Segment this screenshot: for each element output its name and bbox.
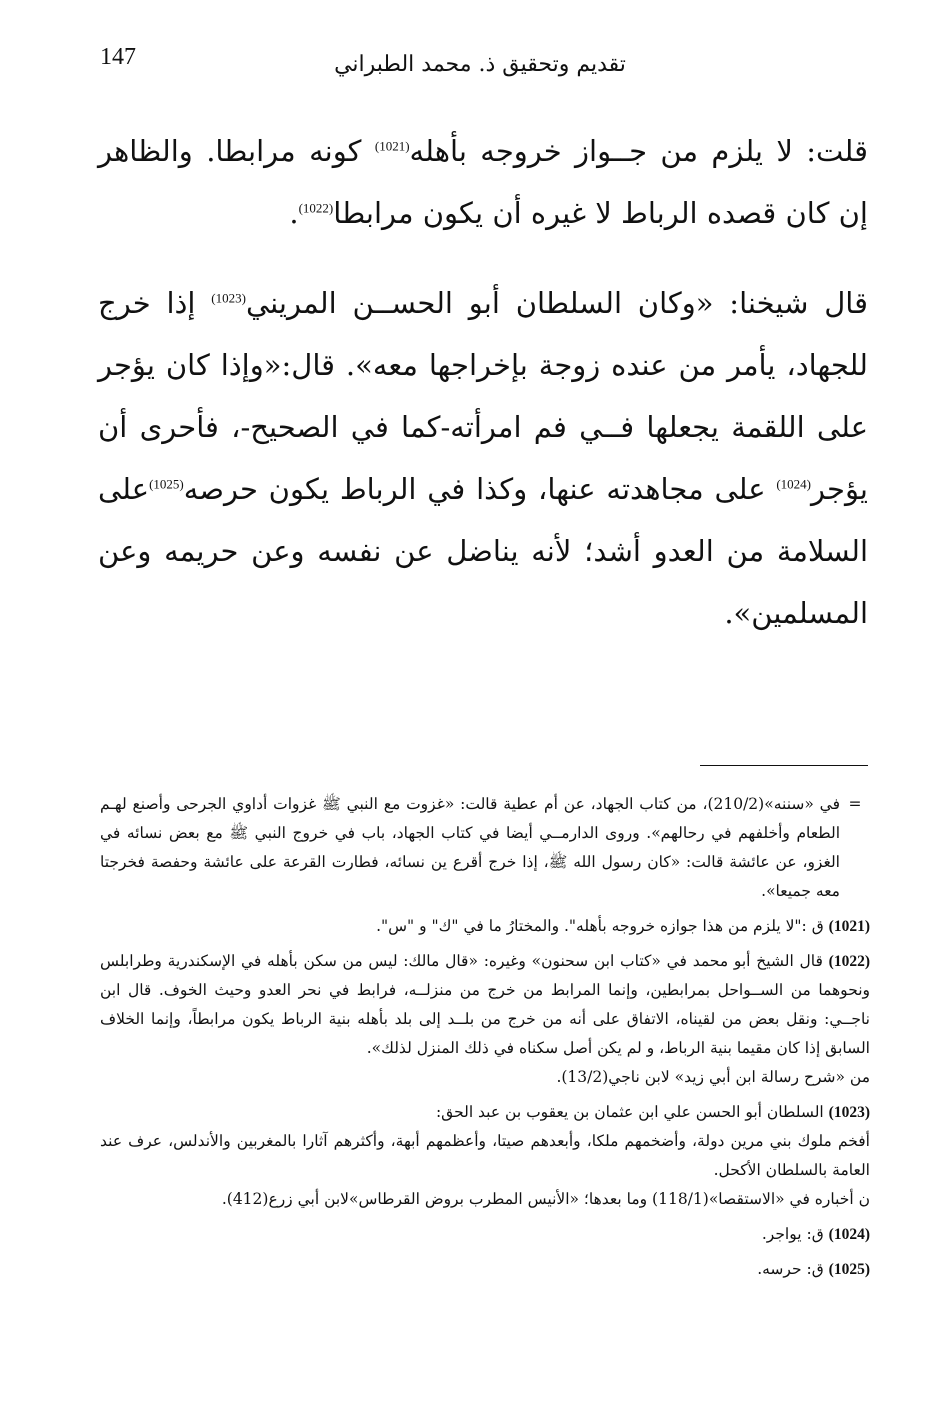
footnote-1025 [100,1255,870,1284]
footnote-text: ق :"لا يلزم من هذا جوازه خروجه بأهله". والمختارُ ما في "ك" و "س". [376,917,829,935]
footnote-ref-1025[interactable]: (1025) [149,476,184,492]
footnote-1022 [100,947,870,1092]
footnote-1021 [100,912,870,941]
footnote-number: (1021) [828,918,870,935]
paragraph-1-text-a: قلت: لا يلزم من جــواز خروجه بأهله [409,134,868,168]
continuation-marker: = [848,795,862,813]
footnote-ref-1021[interactable]: (1021) [374,138,410,154]
footnote-source: من «شرح رسالة ابن أبي زيد» لابن ناجي(13/2). [556,1068,870,1086]
footnote-1023 [100,1098,870,1214]
paragraph-2-text-b: إذا خرج للجهاد، يأمر من عنده زوجة بإخراجها معه». قال:«وإذا كان يؤجر على اللقمة يجعلها فــي فم امرأته-كما في الصحيح-، فأحرى أن يؤجر [98,286,868,506]
footnote-ref-1024[interactable]: (1024) [776,476,812,492]
paragraph-2 [98,272,868,644]
page-number: 147 [100,44,136,70]
footnote-continued-text: في «سننه»(210/2)، من كتاب الجهاد، عن أم عطية قالت: «غزوت مع النبي ﷺ غزوات أداوي الجرحى وأصنع لهـم الطعام وأخلفهم في رحالهم». وروى الدارمــي أيضا في كتاب الجهاد، باب في خروج النبي ﷺ مع بعض نسائه في الغزو، عن عائشة قالت: «كان رسول الله ﷺ، إذا خرج أقرع ين نسائه، فطارت القرعة على عائشة وحفصة فخرجتا معه جميعا». [100,795,840,900]
footnote-number: (1024) [828,1226,870,1243]
paragraph-1-text-c: . [289,196,299,230]
footnote-number: (1025) [828,1261,870,1278]
footnote-ref-1023[interactable]: (1023) [211,290,246,306]
footnote-text: ق: حرسه. [757,1260,829,1278]
footnote-text: ق: يواجر. [761,1225,829,1243]
footnote-continued [100,790,870,906]
paragraph-1-text-b: كونه مرابطا. والظاهر إن كان قصده الرباط لا غيره أن يكون مرابطا [98,134,868,230]
paragraph-2-text-a: قال شيخنا: «وكان السلطان أبو الحســن المريني [245,286,868,320]
footnote-number: (1022) [828,953,870,970]
footnote-text: السلطان أبو الحسن علي ابن عثمان بن يعقوب بن عبد الحق: [435,1103,829,1121]
footnote-source: ن أخباره في «الاستقصا»(118/1) وما بعدها؛ «الأنيس المطرب بروض القرطاس»لابن أبي زرع(412). [221,1190,870,1208]
footnote-text: قال الشيخ أبو محمد في «كتاب ابن سحنون» وغيره: «قال مالك: ليس من سكن بأهله في الإسكندرية وطرابلس ونحوهما من الســواحل بمرابطين، وإنما المرابط من خرج من منزلــه، فرابط في نحر العدو وحيث الخوف. قال ابن ناجــي: ونقل بعض من لقيناه، الاتفاق على أنه من خرج من بلــد إلى بلد بأهله بنية الرباط يكون مرابطاً، وإنما الخلاف السابق إذا كان مقيما بنية الرباط، و لم يكن أصل سكناه في ذلك المنزل لذلك». [100,952,870,1057]
paragraph-2-text-d: على السلامة من العدو أشد؛ لأنه يناضل عن نفسه وعن حريمه وعن المسلمين». [98,472,868,630]
paragraph-2-text-c: على مجاهدته عنها، وكذا في الرباط يكون حرصه [183,472,777,506]
footnotes [100,790,870,1290]
main-text [98,120,868,672]
footnote-number: (1023) [828,1104,870,1121]
paragraph-1 [98,120,868,244]
footnote-biography: أفخم ملوك بني مرين دولة، وأضخمهم ملكا، وأبعدهم صيتا، وأعظمهم أبهة، وأكثرهم آثارا بالمغربين والأندلس، عرف عند العامة بالسلطان الأكحل. [100,1132,870,1179]
footnote-ref-1022[interactable]: (1022) [298,200,334,216]
running-header: تقديم وتحقيق ذ. محمد الطبراني [334,52,626,77]
footnote-separator [700,765,868,766]
footnote-1024 [100,1220,870,1249]
